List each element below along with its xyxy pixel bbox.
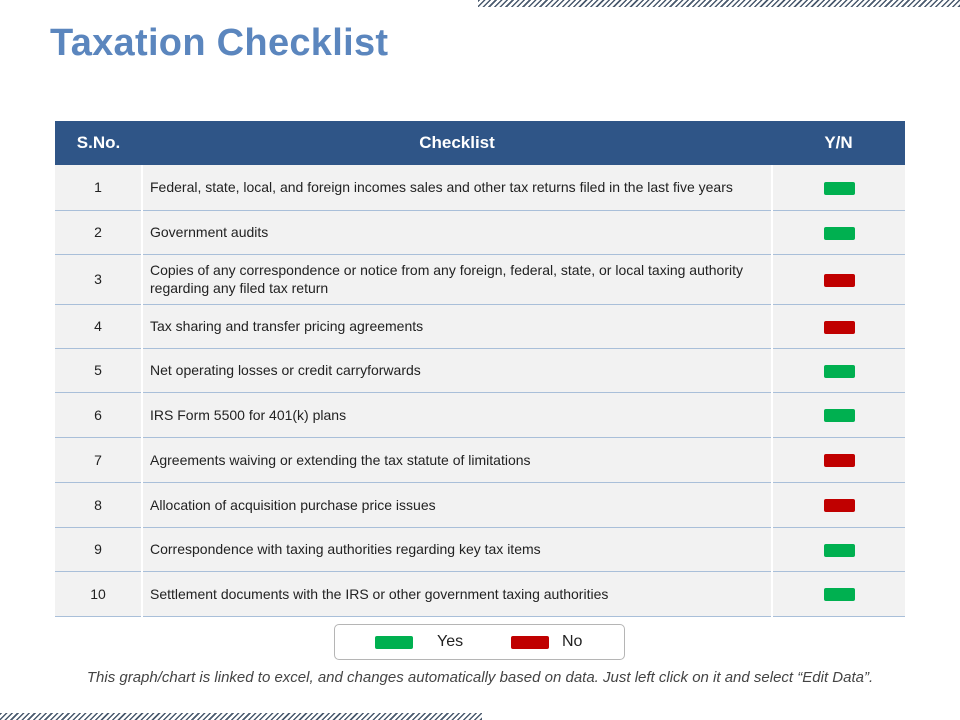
status-cell [772,304,905,348]
table-row [55,165,905,210]
status-indicator-no [824,321,855,334]
table-header [55,121,905,165]
row-number: 3 [55,254,142,304]
status-cell [772,165,905,210]
status-indicator-no [824,454,855,467]
status-indicator-yes [824,409,855,422]
table-body [55,165,905,616]
status-indicator-yes [824,588,855,601]
table-row [55,527,905,571]
column-header-checklist: Checklist [142,121,772,165]
checklist-item: Allocation of acquisition purchase price issues [142,482,772,527]
row-number: 6 [55,392,142,437]
checklist-item: Tax sharing and transfer pricing agreements [142,304,772,348]
row-number: 4 [55,304,142,348]
table-row [55,571,905,616]
table-row [55,210,905,254]
status-indicator-no [824,499,855,512]
row-number: 9 [55,527,142,571]
decorative-hatch-top [478,0,960,7]
status-indicator-yes [824,544,855,557]
table-row [55,304,905,348]
table-row [55,392,905,437]
footnote: This graph/chart is linked to excel, and changes automatically based on data. Just left click on it and select “Edit Data”. [86,669,874,686]
status-cell [772,210,905,254]
checklist-item: Federal, state, local, and foreign incomes sales and other tax returns filed in the last five years [142,165,772,210]
checklist-item: Agreements waiving or extending the tax statute of limitations [142,437,772,482]
page-title: Taxation Checklist [50,22,389,64]
checklist-item: IRS Form 5500 for 401(k) plans [142,392,772,437]
checklist-item: Settlement documents with the IRS or other government taxing authorities [142,571,772,616]
checklist-table [55,121,905,617]
legend-yes-label: Yes [437,633,464,650]
status-cell [772,482,905,527]
checklist-item: Copies of any correspondence or notice from any foreign, federal, state, or local taxing authority regarding any filed tax return [142,254,772,304]
table-row [55,254,905,304]
status-indicator-yes [824,227,855,240]
status-indicator-yes [824,182,855,195]
table-header-row [55,121,905,165]
legend [334,624,625,660]
checklist-item: Correspondence with taxing authorities regarding key tax items [142,527,772,571]
row-number: 5 [55,348,142,392]
status-cell [772,437,905,482]
decorative-hatch-bottom [0,713,482,720]
status-cell [772,527,905,571]
status-indicator-yes [824,365,855,378]
status-cell [772,348,905,392]
checklist-item: Net operating losses or credit carryforwards [142,348,772,392]
row-number: 1 [55,165,142,210]
status-cell [772,571,905,616]
row-number: 2 [55,210,142,254]
status-cell [772,254,905,304]
checklist-item: Government audits [142,210,772,254]
status-indicator-no [824,274,855,287]
table-row [55,348,905,392]
row-number: 7 [55,437,142,482]
legend-no-label: No [562,633,583,650]
checklist-table-container [55,121,905,617]
table-row [55,482,905,527]
column-header-yn: Y/N [772,121,905,165]
column-header-sno: S.No. [55,121,142,165]
row-number: 10 [55,571,142,616]
legend-yes-swatch [375,636,413,649]
table-row [55,437,905,482]
legend-no-swatch [511,636,549,649]
status-cell [772,392,905,437]
row-number: 8 [55,482,142,527]
